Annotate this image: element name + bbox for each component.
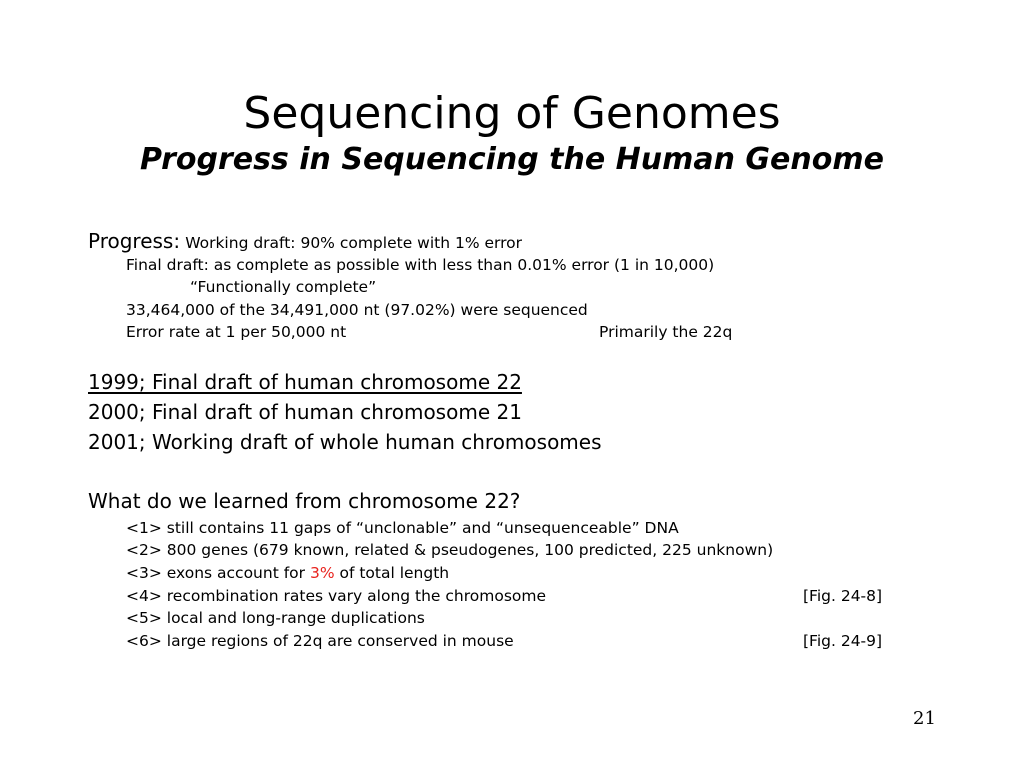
progress-line <box>88 228 522 254</box>
learned-item-5: <5> local and long-range duplications <box>126 609 425 627</box>
progress-label: Progress: <box>88 229 181 253</box>
learned-item-3 <box>126 563 449 583</box>
learned-item-1: <1> still contains 11 gaps of “unclonable” and “unsequenceable” DNA <box>126 519 679 537</box>
functionally-complete-text: “Functionally complete” <box>190 278 377 296</box>
timeline-item-2001: 2001; Working draft of whole human chromosomes <box>88 430 602 454</box>
figure-reference-24-9: [Fig. 24-9] <box>803 632 883 650</box>
page-number: 21 <box>913 708 936 729</box>
primarily-22q-text: Primarily the 22q <box>599 323 733 341</box>
learned-heading: What do we learned from chromosome 22? <box>88 489 521 513</box>
working-draft-text: Working draft: 90% complete with 1% error <box>185 234 523 252</box>
exon-percentage-highlight: 3% <box>309 564 335 582</box>
final-draft-text: Final draft: as complete as possible with less than 0.01% error (1 in 10,000) <box>126 256 715 274</box>
learned-item-4: <4> recombination rates vary along the chromosome <box>126 587 547 605</box>
learned-item-2: <2> 800 genes (679 known, related & pseudogenes, 100 predicted, 225 unknown) <box>126 541 774 559</box>
timeline-item-1999: 1999; Final draft of human chromosome 22 <box>88 370 522 394</box>
figure-reference-24-8: [Fig. 24-8] <box>803 587 883 605</box>
learned-item-6: <6> large regions of 22q are conserved in mouse <box>126 632 514 650</box>
timeline-item-2000: 2000; Final draft of human chromosome 21 <box>88 400 522 424</box>
learned-item-3-before: <3> exons account for <box>126 564 310 582</box>
learned-item-3-after: of total length <box>334 564 450 582</box>
error-rate-text: Error rate at 1 per 50,000 nt <box>126 323 347 341</box>
sequenced-text: 33,464,000 of the 34,491,000 nt (97.02%) were sequenced <box>126 301 588 319</box>
slide-title: Sequencing of Genomes <box>243 88 781 139</box>
slide-subtitle: Progress in Sequencing the Human Genome <box>140 142 884 177</box>
